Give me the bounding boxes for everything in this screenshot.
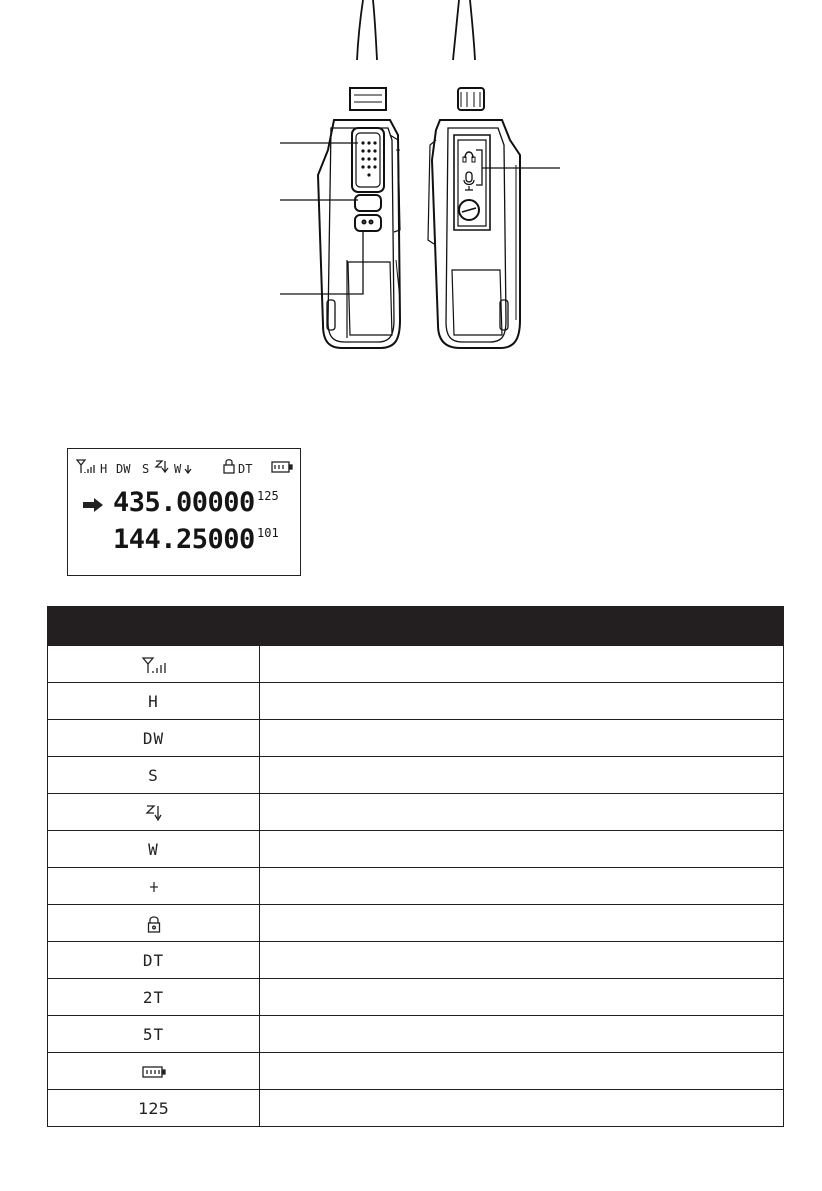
row-description xyxy=(260,683,784,720)
lcd-frequency-line2: 144.25000 xyxy=(113,524,255,555)
battery-icon xyxy=(48,1053,260,1090)
lcd-w-indicator: W xyxy=(174,462,182,476)
row-description xyxy=(260,794,784,831)
radio-left-view xyxy=(318,0,400,348)
table-row xyxy=(48,757,784,794)
row-description xyxy=(260,720,784,757)
row-description xyxy=(260,942,784,979)
table-row xyxy=(48,646,784,683)
lcd-h-indicator: H xyxy=(100,462,108,476)
h-indicator-icon: H xyxy=(148,691,159,711)
signal-strength-icon xyxy=(48,646,260,683)
dt-indicator-icon: DT xyxy=(142,950,165,970)
row-description xyxy=(260,646,784,683)
lock-icon xyxy=(48,905,260,942)
table-row xyxy=(48,720,784,757)
description-column-header xyxy=(260,607,784,646)
row-description xyxy=(260,979,784,1016)
row-description xyxy=(260,757,784,794)
row-description xyxy=(260,905,784,942)
lcd-s-indicator: S xyxy=(142,462,150,476)
vox-icon xyxy=(156,461,168,472)
radio-side-view-illustration xyxy=(270,0,570,352)
5t-indicator-icon: 5T xyxy=(142,1024,165,1044)
row-description xyxy=(260,1016,784,1053)
table-row xyxy=(48,1090,784,1127)
callout-bracket-jack xyxy=(476,150,482,185)
table-row xyxy=(48,942,784,979)
lcd-dt-indicator: DT xyxy=(238,462,253,476)
lock-icon xyxy=(224,460,234,473)
lcd-channel-line1: 125 xyxy=(257,489,279,503)
lcd-channel-line2: 101 xyxy=(257,526,279,540)
active-channel-arrow-icon xyxy=(82,497,104,513)
table-row xyxy=(48,1053,784,1090)
s-indicator-icon: S xyxy=(148,765,159,785)
row-description xyxy=(260,1053,784,1090)
channel-number-icon: 125 xyxy=(138,1098,169,1118)
dtmf-arrow-icon xyxy=(185,465,191,473)
table-row xyxy=(48,979,784,1016)
dw-indicator-icon: DW xyxy=(142,728,165,748)
lcd-display-example xyxy=(67,448,301,576)
vox-icon xyxy=(48,794,260,831)
w-indicator-icon: W xyxy=(148,839,159,859)
table-row xyxy=(48,794,784,831)
icon-column-header xyxy=(48,607,260,646)
plus-arrow-icon xyxy=(48,868,260,905)
row-description xyxy=(260,831,784,868)
table-header-row xyxy=(48,607,784,646)
table-row xyxy=(48,1016,784,1053)
lcd-status-bar xyxy=(76,457,294,477)
table-row xyxy=(48,905,784,942)
row-description xyxy=(260,868,784,905)
lcd-frequency-line1: 435.00000 xyxy=(113,487,255,518)
table-row xyxy=(48,683,784,720)
row-description xyxy=(260,1090,784,1127)
radio-right-view xyxy=(428,0,520,348)
signal-icon xyxy=(77,460,94,473)
lcd-dw-indicator: DW xyxy=(116,462,131,476)
table-row xyxy=(48,831,784,868)
2t-indicator-icon: 2T xyxy=(142,987,165,1007)
battery-icon xyxy=(272,462,292,472)
icon-description-table xyxy=(47,606,784,1127)
table-row xyxy=(48,868,784,905)
